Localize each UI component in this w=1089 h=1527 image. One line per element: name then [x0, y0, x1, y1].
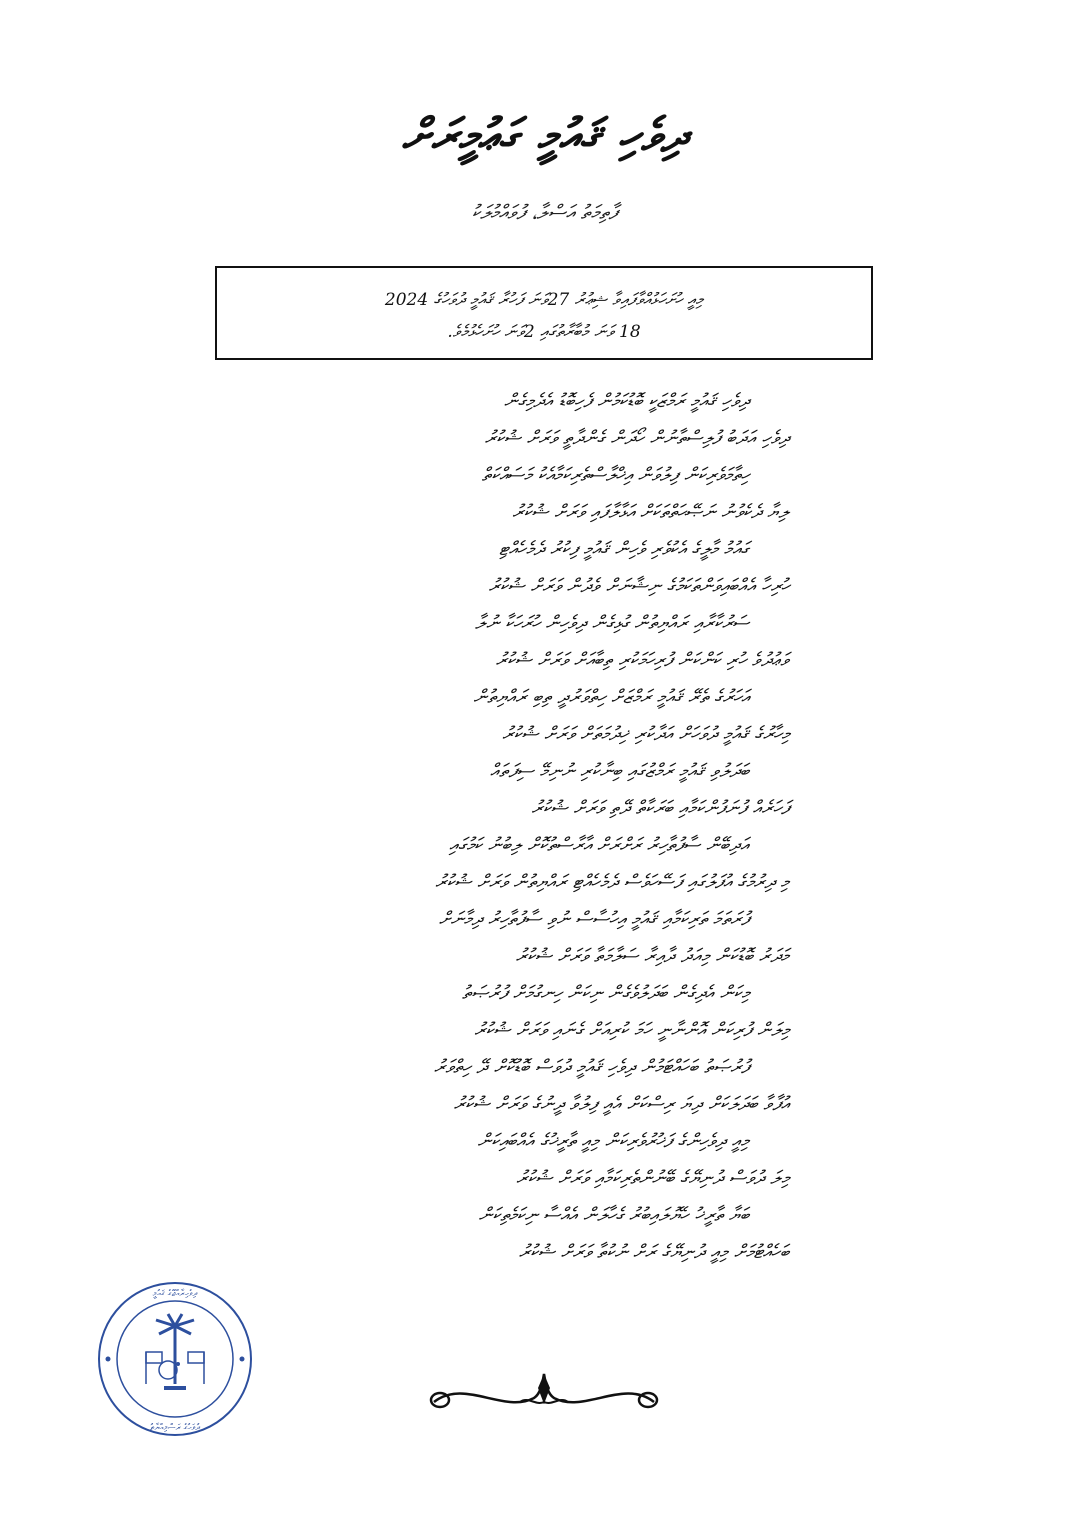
ornament-divider-icon — [424, 1368, 664, 1418]
verse-first-half: ބަދަލުވި ޤައުމީ ރަމްޒުގައި ބިނާކުރި ނުނިމޭ ސިފަތައް — [490, 760, 749, 782]
notice-line: މިއީ ހުށަހަޅުއްވާފައިވާ ޝިޢުރު 27ވަނަ ފަހުރާ ޤައުމީ ދުވަހުގެ 2024 — [384, 290, 704, 310]
author-byline: ފާތިމަތު އަސްލާ، ފުވައްމުލަކު — [471, 200, 618, 224]
verse-second-half: ފަހަރެއް ފުނަފުންކަމާއި ބަރަކާތް ދޭތި ވަރަށް ޝުކުރު — [531, 797, 789, 819]
document-title: ދިވެހި ޤައުމީ ގަޢުމީރަށް — [401, 108, 688, 162]
emblem-seal — [96, 1280, 254, 1438]
verse-second-half: މިލަ ދުވަސް ދުނިޔޭގެ ބޭނުންތެރިކަމާއި ވަރަށް ޝުކުރު — [516, 1167, 789, 1189]
verse-first-half: ފުރަތަމަ ތަރިކަމާއި ޤައުމީ އިހުސާސް ނުވި ސާފުތާހިރު ދިމާނަށް — [438, 908, 749, 930]
notice-line: 18 ވަނަ މުބާރާތުގައި 2ވަނަ ހުށަހެޅުމެވެ. — [447, 322, 641, 342]
verse-second-half: ވަޢުދުވެ ހުރި ކަންކަން ފުރިހަމަކުރި ތިބާއަށް ވަރަށް ޝުކުރު — [495, 649, 789, 671]
verse-first-half: ފުރުޞަތު ބަހައްޓަމުން ދިވެހި ޤައުމީ ދުވަސް ބޮޑުކޮށް ދޭ ހިތްވަރު — [434, 1056, 749, 1078]
verse-first-half: ހިތާމަވެރިކަން ފިލުވަން އިޚްލާސްތެރިކަމާއެކު މަސައްކަތް — [481, 464, 749, 486]
verse-first-half: މިއީ ދިވެހިންގެ ފަޚުރުވެރިކަން މިއީ ތާރީޚުގެ އެއްބައިކަން — [477, 1130, 749, 1152]
verse-first-half: ބަޔާ ތާރީޚު ހެޔޮލައިބުރު ގެހާލަން އެއްސާ ނިކަމެތިކަން — [478, 1204, 749, 1226]
verse-second-half: އުފާވާ ބަދަލަކަށް ދިޔަ ރިސްކަށް އެއީ ފިލުވާ ދީނުގެ ވަރަށް ޝުކުރު — [453, 1093, 789, 1115]
verse-second-half: މަދަރު ބޮޑުކަން މިއަދު ދާއިރާ ސަލާމަތާ ވަރަށް ޝުކުރު — [515, 945, 789, 967]
crescent-star-icon — [159, 1361, 180, 1379]
verse-second-half: ލިޔާ ދެކެވުނު ނަޞޭޙަތްތަކަށް އަޅާލާފައި ވަރަށް ޝުކުރު — [512, 501, 789, 523]
verse-first-half: ދިވެހި ޤައުމީ ރަމްޒަކީ ބޮޑުކަމުން ފެހިބޮޑު އެދެމިގެން — [503, 390, 749, 412]
palm-tree-icon — [156, 1314, 194, 1384]
verse-second-half: މިހާރުގެ ޤައުމީ ދުވަހަށް އަދާކުރި ޚިދުމަތަށް ވަރަށް ޝުކުރު — [502, 723, 789, 745]
verse-first-half: ގައުމު މާލީގެ އެކުވެރި ވެހިން ޤައުމީ ފިކުރު ދެމެހެއްޓި — [498, 538, 749, 560]
verse-second-half: މި ދިރުމުގެ އުފަލުގައި ފަސޭހަވެސް ދެމެހެއްޓި ރައްޔިތުން ވަރަށް ޝުކުރު — [435, 871, 789, 893]
verse-first-half: މިކަން އެދިގެން ބަދަލުވެގެން ނިކަން ހިނގުމަށް ފުރުޞަތު — [461, 982, 749, 1004]
verse-first-half: އަހަރުގެ ތެރޭ ޤައުމީ ރަމްޒަށް ހިތްވަރުދީ ތިބި ރައްޔިތުން — [473, 686, 749, 708]
verse-first-half: އަދިބޭން ސާފުތާހިރު ރަށްރަށް އާރާސްތުކޮށް ލިބުނު ކަމުގައި — [449, 834, 749, 856]
verse-second-half: ބަހެއްޓުމަށް މިއީ ދުނިޔޭގެ ރަށް ނުކުތާ ވަރަށް ޝުކުރު — [518, 1241, 789, 1263]
verse-first-half: ސަރުކާރާއި ރައްޔިތުން ގުޅިގެން ދިވެހިން ހުރަހަކާ ނުލާ — [474, 612, 749, 634]
seal-top-text: ދިވެހިރާއްޖޭގެ ޤައުމީ — [152, 1289, 198, 1299]
verse-second-half: މިލަން ފުރިކަން އޮންނާނީ ހަމަ ކުރިއަށް ގެނައި ވަރަށް ޝުކުރު — [474, 1019, 789, 1041]
seal-bottom-text: ދުވަހުގެ ރަސްމިއްޔާތު — [149, 1423, 201, 1433]
verse-second-half: ހުރިހާ އެއްބައިވަންތަކަމުގެ ނިޝާނަށް ވެދުން ވަރަށް ޝުކުރު — [488, 575, 789, 597]
notice-box — [215, 266, 873, 360]
verse-second-half: ދިވެހި އަދަބު ފުލިސްތާނުން ހޯދަން ގެންދާތީ ވަރަށް ޝުކުރު — [484, 427, 789, 449]
